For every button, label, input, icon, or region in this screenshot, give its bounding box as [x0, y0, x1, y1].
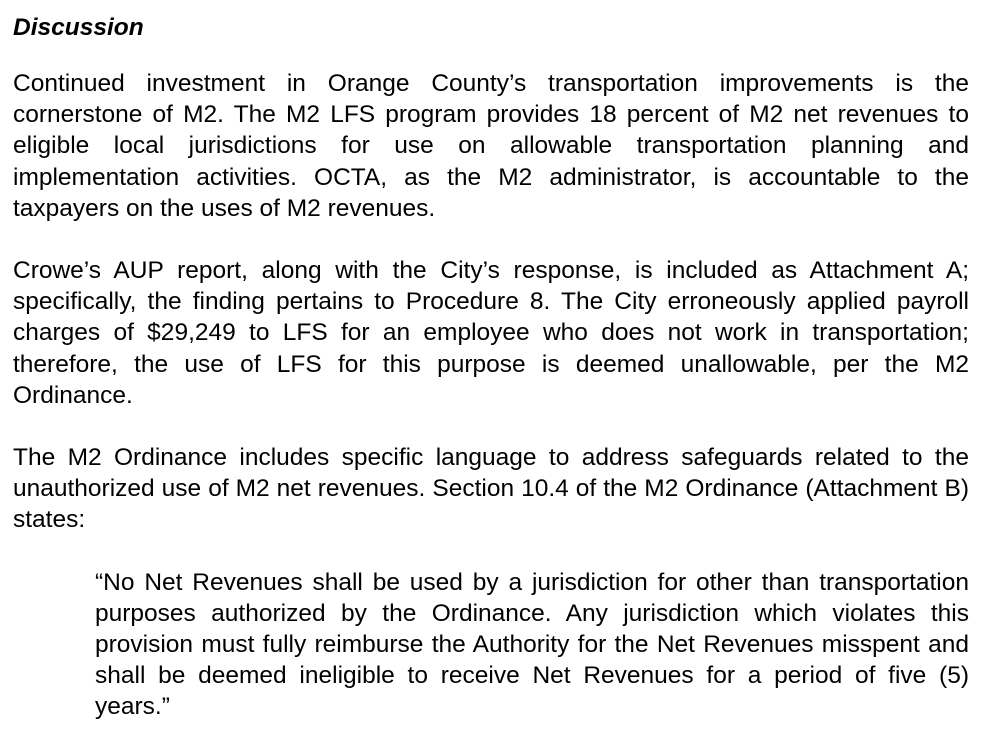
paragraph-aup-report: Crowe’s AUP report, along with the City’s response, is included as Attachment A; specifically, the finding pertains to Procedure 8. The City erroneously applied payroll charges of $29,249 to LFS for an employee who does not work in transportation; therefore, the use of LFS for this purpose is deemed unallowable, per the M2 Ordinance.	[13, 257, 969, 409]
ordinance-quote: “No Net Revenues shall be used by a jurisdiction for other than transportation purposes authorized by the Ordinance. Any jurisdiction which violates this provision must fully reimburse the Authority for the Net Revenues misspent and shall be deemed ineligible to receive Net Revenues for a period of five (5) years.”	[95, 568, 969, 721]
section-heading: Discussion	[13, 14, 144, 41]
paragraph-ordinance: The M2 Ordinance includes specific language to address safeguards related to the unauthorized use of M2 net revenues. Section 10.4 of the M2 Ordinance (Attachment B) states:	[13, 444, 969, 534]
paragraph-investment: Continued investment in Orange County’s transportation improvements is the cornerstone of M2. The M2 LFS program provides 18 percent of M2 net revenues to eligible local jurisdictions for use on allowable transportation planning and implementation activities. OCTA, as the M2 administrator, is accountable to the taxpayers on the uses of M2 revenues.	[13, 70, 969, 222]
document-page	[13, 12, 969, 723]
